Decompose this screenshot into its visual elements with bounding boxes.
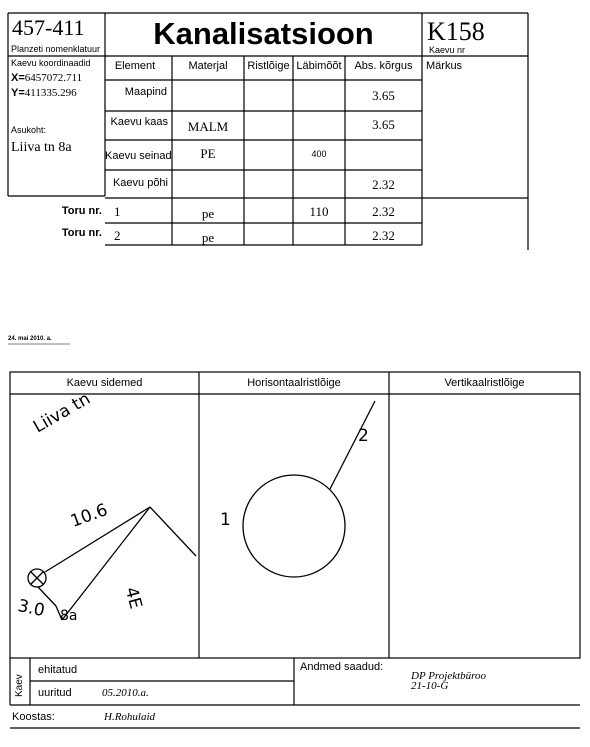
nomenclature-number: 457-411 [12,15,85,40]
address-label: Asukoht: [11,125,47,135]
row-diameter: 400 [311,149,327,159]
well-number: K158 [427,17,485,46]
pipe-material: pe [201,230,215,245]
address-value: Liiva tn 8a [11,140,72,155]
col-header-abs-height: Abs. kõrgus [354,60,413,72]
row-material: MALM [187,119,229,134]
pipe-height: 2.32 [372,228,395,243]
surveyed-value: 05.2010.a. [102,687,149,699]
col-header-material: Materjal [188,60,228,72]
house-label: 4E [120,585,146,612]
page-title: Kanalisatsioon [153,16,374,51]
coords-label: Kaevu koordinaadid [11,58,91,68]
col-header-cross-section: Ristlõige [247,60,290,72]
distance-label: 3.0 [15,596,47,622]
pipe-label: Toru nr. [61,227,102,239]
house-number-label: 8a [60,608,78,624]
built-label: ehitatud [38,664,78,676]
row-height: 3.65 [372,88,395,103]
document-date: 24. mai 2010. a. [8,336,52,342]
row-element: Kaevu kaas [110,116,168,128]
sketch-header-connections: Kaevu sidemed [66,377,143,389]
row-height: 3.65 [372,117,395,132]
surveyed-label: uuritud [38,687,72,699]
row-height: 2.32 [372,177,395,192]
row-element: Maapind [124,86,167,98]
pipe-number: 1 [114,204,121,219]
data-source-value: DP Projektbüroo [411,670,487,682]
compiled-value: H.Rohulaid [104,711,156,723]
data-source-label: Andmed saadud: [300,661,384,673]
compiled-label: Koostas: [12,711,55,723]
pipe-2-label: 2 [358,426,369,446]
col-header-remarks: Märkus [426,60,463,72]
row-element: Kaevu põhi [112,177,168,189]
well-side-label: Kaev [14,674,25,697]
distance-label: 10.6 [68,500,111,532]
well-number-label: Kaevu nr [429,45,466,55]
nomenclature-label: Planzeti nomenklatuur [11,44,101,54]
sketch-header-vertical: Vertikaalristlõige [444,377,525,389]
row-element: Kaevu seinad [105,150,172,162]
pipe-material: pe [201,206,215,221]
pipe-label: Toru nr. [61,205,102,217]
y-coordinate: Y=411335.296 [11,87,77,99]
x-coordinate: X=6457072.711 [11,72,83,84]
horizontal-section-circle [243,475,345,577]
sketch-header-horizontal: Horisontaalristlõige [247,377,341,389]
pipe-height: 2.32 [372,204,395,219]
data-source-code: 21-10-G [411,680,449,692]
col-header-diameter: Läbimõõt [296,60,342,72]
row-material: PE [200,146,216,161]
street-label: Liiva tn [30,388,94,438]
col-header-element: Element [114,60,156,72]
pipe-diameter: 110 [309,204,329,219]
pipe-number: 2 [114,228,121,243]
pipe-1-label: 1 [220,510,231,530]
